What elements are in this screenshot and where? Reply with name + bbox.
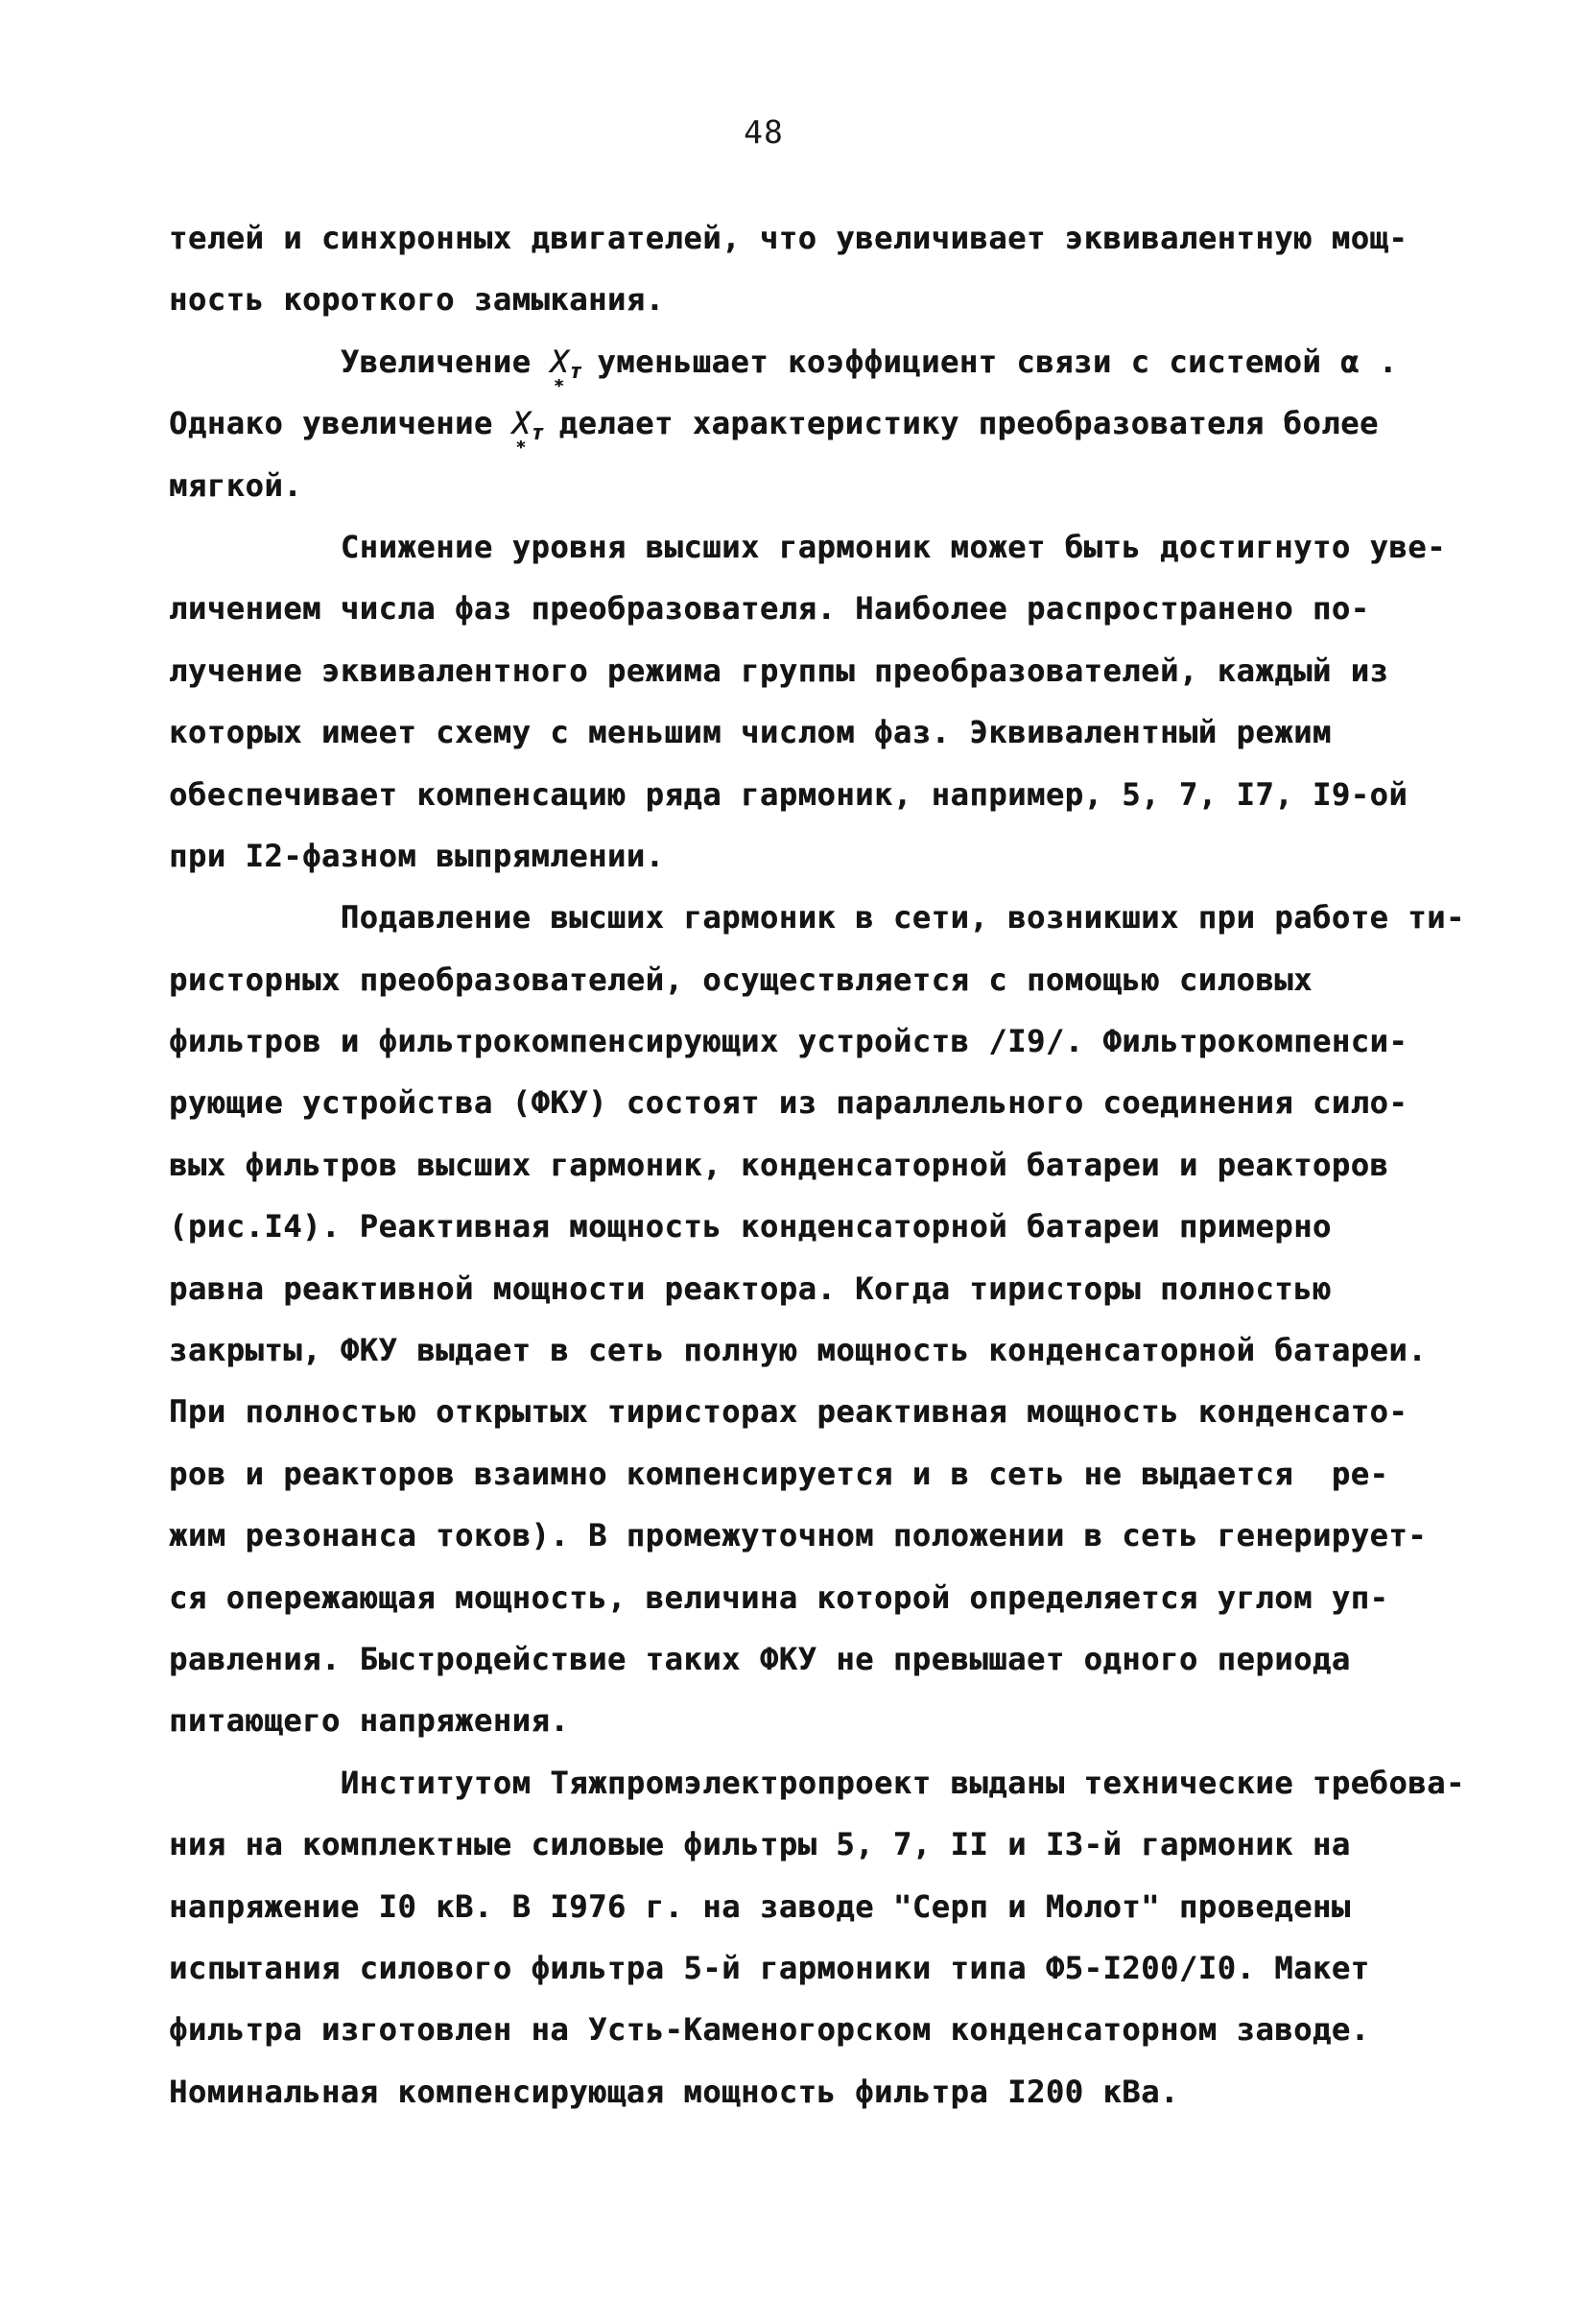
text-fragment: Увеличение xyxy=(169,343,551,380)
text-line: личением числа фаз преобразователя. Наиболее распространено по- xyxy=(169,590,1370,628)
text-line: ристорных преобразователей, осуществляется с помощью силовых xyxy=(169,960,1313,998)
text-line: ся опережающая мощность, величина которой определяется углом уп- xyxy=(169,1578,1389,1616)
text-line: фильтра изготовлен на Усть-Каменогорском конденсаторном заводе. xyxy=(169,2011,1370,2049)
text-line: жим резонанса токов). В промежуточном положении в сеть генерирует- xyxy=(169,1517,1428,1554)
page-number: 48 xyxy=(744,113,784,151)
paragraph-4 xyxy=(169,887,1465,1751)
text-line: ность короткого замыкания. xyxy=(169,281,665,319)
formula-symbol: X xyxy=(550,343,570,380)
text-line: рующие устройства (ФКУ) состоят из параллельного соединения сило- xyxy=(169,1084,1408,1122)
body-text xyxy=(169,207,1465,2122)
text-line: ния на комплектные силовые фильтры 5, 7, II и I3-й гармоник на xyxy=(169,1826,1351,1863)
text-line xyxy=(169,455,1455,516)
text-fragment: Однако увеличение xyxy=(169,405,512,442)
text-fragment: уменьшает коэффициент связи с системой α . xyxy=(578,343,1398,380)
text-line: равна реактивной мощности реактора. Когда тиристоры полностью xyxy=(169,1269,1332,1307)
text-line: ров и реакторов взаимно компенсируется и в сеть не выдается ре- xyxy=(169,1455,1389,1492)
text-line: равления. Быстродействие таких ФКУ не превышает одного периода xyxy=(169,1640,1351,1677)
text-line: (рис.I4). Реактивная мощность конденсаторной батареи примерно xyxy=(169,1208,1332,1245)
text-line: Подавление высших гармоник в сети, возникших при работе ти- xyxy=(169,899,1465,937)
text-line: при I2-фазном выпрямлении. xyxy=(169,837,665,874)
text-line: которых имеет схему с меньшим числом фаз. Эквивалентный режим xyxy=(169,714,1332,751)
text-line: вых фильтров высших гармоник, конденсаторной батареи и реакторов xyxy=(169,1146,1389,1183)
text-line: обеспечивает компенсацию ряда гармоник, например, 5, 7, I7, I9-ой xyxy=(169,775,1408,813)
formula-subscript: т xyxy=(531,421,545,446)
formula-mark: * xyxy=(554,375,565,396)
text-line: питающего напряжения. xyxy=(169,1702,570,1740)
text-line xyxy=(169,392,1455,459)
text-fragment: мягкой. xyxy=(169,466,303,504)
formula-symbol: X xyxy=(511,405,532,442)
text-line: закрыты, ФКУ выдает в сеть полную мощность конденсаторной батареи. xyxy=(169,1332,1428,1369)
text-line: Номинальная компенсирующая мощность фильтра I200 кВа. xyxy=(169,2073,1179,2110)
text-line xyxy=(169,331,1455,396)
text-line: напряжение I0 кВ. В I976 г. на заводе "Серп и Молот" проведены xyxy=(169,1887,1351,1925)
text-line: фильтров и фильтрокомпенсирующих устройств /I9/. Фильтрокомпенси- xyxy=(169,1023,1408,1060)
text-line: телей и синхронных двигателей, что увеличивает эквивалентную мощ- xyxy=(169,220,1408,256)
text-line: Снижение уровня высших гармоник может быть достигнуто уве- xyxy=(169,528,1446,565)
text-line: При полностью открытых тиристорах реактивная мощность конденсато- xyxy=(169,1393,1408,1431)
paragraph-5 xyxy=(169,1752,1465,2122)
formula-mark: * xyxy=(515,438,527,459)
paragraph-3 xyxy=(169,516,1455,887)
paragraph-1 xyxy=(169,207,1455,331)
text-fragment: делает характеристику преобразователя более xyxy=(539,405,1379,442)
text-line: лучение эквивалентного режима группы преобразователей, каждый из xyxy=(169,652,1389,689)
text-line: испытания силового фильтра 5-й гармоники типа Ф5-I200/I0. Макет xyxy=(169,1949,1370,1986)
text-line: Институтом Тяжпромэлектропроект выданы технические требова- xyxy=(169,1764,1465,1801)
paragraph-2 xyxy=(169,331,1455,516)
formula-subscript: т xyxy=(569,359,583,384)
